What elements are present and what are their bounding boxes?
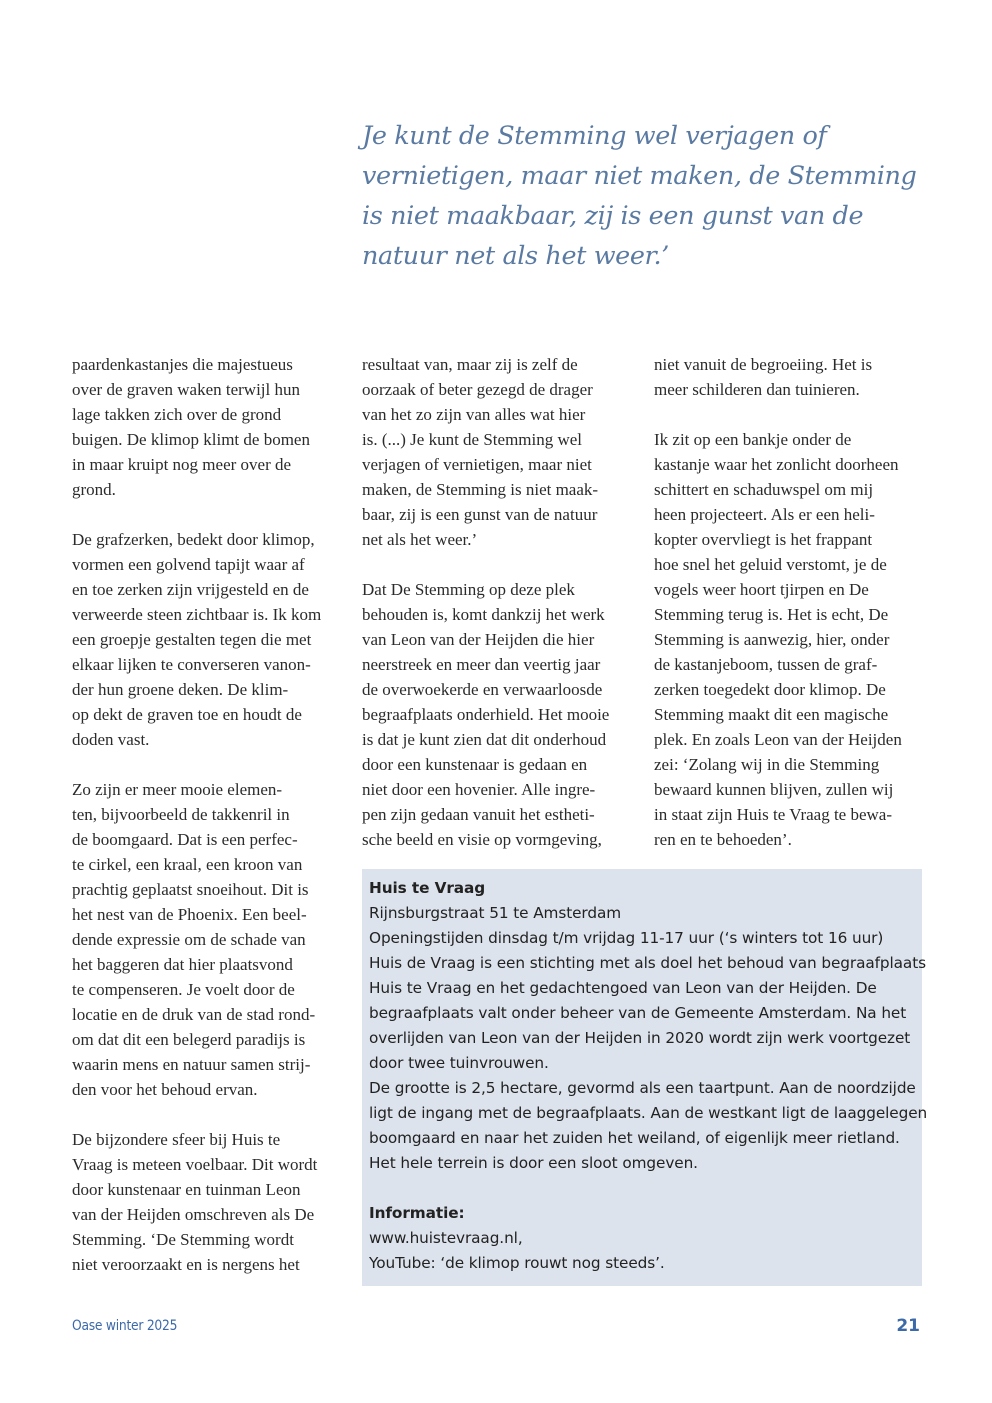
paragraph-gap: [654, 402, 929, 427]
text-line: hoe snel het geluid verstomt, je de: [654, 555, 887, 574]
text-line: de boomgaard. Dat is een perfec-: [72, 830, 298, 849]
text-line: oorzaak of beter gezegd de drager: [362, 380, 593, 399]
youtube-reference: YouTube: ‘de klimop rouwt nog steeds’.: [369, 1254, 665, 1272]
text-line: van het zo zijn van alles wat hier: [362, 405, 586, 424]
text-line: waarin mens en natuur samen strij-: [72, 1055, 311, 1074]
text-line: kopter overvliegt is het frappant: [654, 530, 873, 549]
text-line: Zo zijn er meer mooie elemen-: [72, 780, 283, 799]
text-line: Ik zit op een bankje onder de: [654, 430, 852, 449]
info-box-title: Huis te Vraag: [369, 879, 486, 897]
text-line: der hun groene deken. De klim-: [72, 680, 289, 699]
text-line: vogels weer hoort tjirpen en De: [654, 580, 869, 599]
text-line: Huis te Vraag en het gedachtengoed van Leon van der Heijden. De: [369, 979, 877, 997]
text-line: over de graven waken terwijl hun: [72, 380, 300, 399]
text-line: Dat De Stemming op deze plek: [362, 580, 575, 599]
text-line: locatie en de druk van de stad rond-: [72, 1005, 316, 1024]
text-line: door twee tuinvrouwen.: [369, 1054, 549, 1072]
text-line: Stemming terug is. Het is echt, De: [654, 605, 889, 624]
text-line: Rijnsburgstraat 51 te Amsterdam: [369, 904, 622, 922]
text-line: maken, de Stemming is niet maak-: [362, 480, 599, 499]
text-line: neerstreek en meer dan veertig jaar: [362, 655, 601, 674]
paragraph-gap: [72, 502, 347, 527]
text-line: pen zijn gedaan vanuit het estheti-: [362, 805, 595, 824]
text-line: Stemming. ‘De Stemming wordt: [72, 1230, 294, 1249]
article-column-3: [654, 352, 929, 852]
paragraph-gap: [362, 552, 637, 577]
quote-line: vernietigen, maar niet maken, de Stemming: [362, 161, 917, 191]
text-line: schittert en schaduwspel om mij: [654, 480, 874, 499]
text-line: het nest van de Phoenix. Een beel-: [72, 905, 307, 924]
text-line: en toe zerken zijn vrijgesteld en de: [72, 580, 309, 599]
info-box: [369, 876, 928, 1276]
text-line: begraafplaats onderhield. Het mooie: [362, 705, 610, 724]
page-number: 21: [896, 1316, 920, 1336]
text-line: De grafzerken, bedekt door klimop,: [72, 530, 315, 549]
text-line: de kastanjeboom, tussen de graf-: [654, 655, 878, 674]
text-line: begraafplaats valt onder beheer van de Gemeente Amsterdam. Na het: [369, 1004, 907, 1022]
text-line: in staat zijn Huis te Vraag te bewa-: [654, 805, 892, 824]
text-line: om dat dit een belegerd paradijs is: [72, 1030, 306, 1049]
text-line: doden vast.: [72, 730, 150, 749]
publication-name: Oase winter 2025: [72, 1318, 178, 1334]
text-line: door kunstenaar en tuinman Leon: [72, 1180, 301, 1199]
text-line: ligt de ingang met de begraafplaats. Aan de westkant ligt de laaggelegen: [369, 1104, 928, 1122]
text-line: Openingstijden dinsdag t/m vrijdag 11-17 uur (‘s winters tot 16 uur): [369, 929, 884, 947]
text-line: verweerde steen zichtbaar is. Ik kom: [72, 605, 322, 624]
article-column-1: [72, 352, 347, 1277]
text-line: grond.: [72, 480, 116, 499]
text-line: bewaard kunnen blijven, zullen wij: [654, 780, 894, 799]
text-line: baar, zij is een gunst van de natuur: [362, 505, 598, 524]
text-line: prachtig geplaatst snoeihout. Dit is: [72, 880, 309, 899]
text-line: verjagen of vernietigen, maar niet: [362, 455, 592, 474]
text-line: de overwoekerde en verwaarloosde: [362, 680, 603, 699]
text-line: Het hele terrein is door een sloot omgeven.: [369, 1154, 698, 1172]
text-line: boomgaard en naar het zuiden het weiland, of eigenlijk meer rietland.: [369, 1129, 900, 1147]
text-line: vormen een golvend tapijt waar af: [72, 555, 305, 574]
text-line: Stemming is aanwezig, hier, onder: [654, 630, 890, 649]
quote-line: is niet maakbaar, zij is een gunst van de: [362, 201, 864, 231]
article-column-2: [362, 352, 637, 852]
text-line: Huis de Vraag is een stichting met als doel het behoud van begraafplaats: [369, 954, 926, 972]
text-line: resultaat van, maar zij is zelf de: [362, 355, 578, 374]
text-line: plek. En zoals Leon van der Heijden: [654, 730, 902, 749]
text-line: overlijden van Leon van der Heijden in 2020 wordt zijn werk voortgezet: [369, 1029, 911, 1047]
text-line: niet vanuit de begroeiing. Het is: [654, 355, 873, 374]
text-line: door een kunstenaar is gedaan en: [362, 755, 588, 774]
text-line: meer schilderen dan tuinieren.: [654, 380, 860, 399]
text-line: De bijzondere sfeer bij Huis te: [72, 1130, 281, 1149]
text-line: te compenseren. Je voelt door de: [72, 980, 295, 999]
paragraph-gap: [72, 1102, 347, 1127]
text-line: lage takken zich over de grond: [72, 405, 282, 424]
text-line: is. (...) Je kunt de Stemming wel: [362, 430, 583, 449]
text-line: Stemming maakt dit een magische: [654, 705, 889, 724]
text-line: den voor het behoud ervan.: [72, 1080, 258, 1099]
info-heading: Informatie:: [369, 1204, 465, 1222]
paragraph-gap: [72, 752, 347, 777]
text-line: Vraag is meteen voelbaar. Dit wordt: [72, 1155, 318, 1174]
text-line: kastanje waar het zonlicht doorheen: [654, 455, 899, 474]
text-line: ten, bijvoorbeeld de takkenril in: [72, 805, 290, 824]
text-line: net als het weer.’: [362, 530, 478, 549]
text-line: elkaar lijken te converseren vanon-: [72, 655, 311, 674]
website-link[interactable]: www.huistevraag.nl,: [369, 1229, 523, 1247]
text-line: ren en te behoeden’.: [654, 830, 792, 849]
text-line: zei: ‘Zolang wij in die Stemming: [654, 755, 880, 774]
text-line: niet door een hovenier. Alle ingre-: [362, 780, 596, 799]
text-line: paardenkastanjes die majestueus: [72, 355, 293, 374]
pull-quote: [362, 116, 917, 276]
text-line: buigen. De klimop klimt de bomen: [72, 430, 310, 449]
text-line: van Leon van der Heijden die hier: [362, 630, 595, 649]
text-line: een groepje gestalten tegen die met: [72, 630, 312, 649]
text-line: te cirkel, een kraal, een kroon van: [72, 855, 303, 874]
text-line: is dat je kunt zien dat dit onderhoud: [362, 730, 607, 749]
text-line: zerken toegedekt door klimop. De: [654, 680, 886, 699]
text-line: dende expressie om de schade van: [72, 930, 306, 949]
text-line: van der Heijden omschreven als De: [72, 1205, 315, 1224]
text-line: sche beeld en visie op vormgeving,: [362, 830, 602, 849]
quote-line: Je kunt de Stemming wel verjagen of: [362, 121, 827, 151]
text-line: niet veroorzaakt en is nergens het: [72, 1255, 300, 1274]
info-box-body: [369, 901, 928, 1176]
text-line: behouden is, komt dankzij het werk: [362, 605, 605, 624]
text-line: De grootte is 2,5 hectare, gevormd als een taartpunt. Aan de noordzijde: [369, 1079, 916, 1097]
text-line: in maar kruipt nog meer over de: [72, 455, 292, 474]
quote-line: natuur net als het weer.’: [362, 241, 669, 271]
text-line: heen projecteert. Als er een heli-: [654, 505, 875, 524]
text-line: het baggeren dat hier plaatsvond: [72, 955, 293, 974]
text-line: op dekt de graven toe en houdt de: [72, 705, 302, 724]
